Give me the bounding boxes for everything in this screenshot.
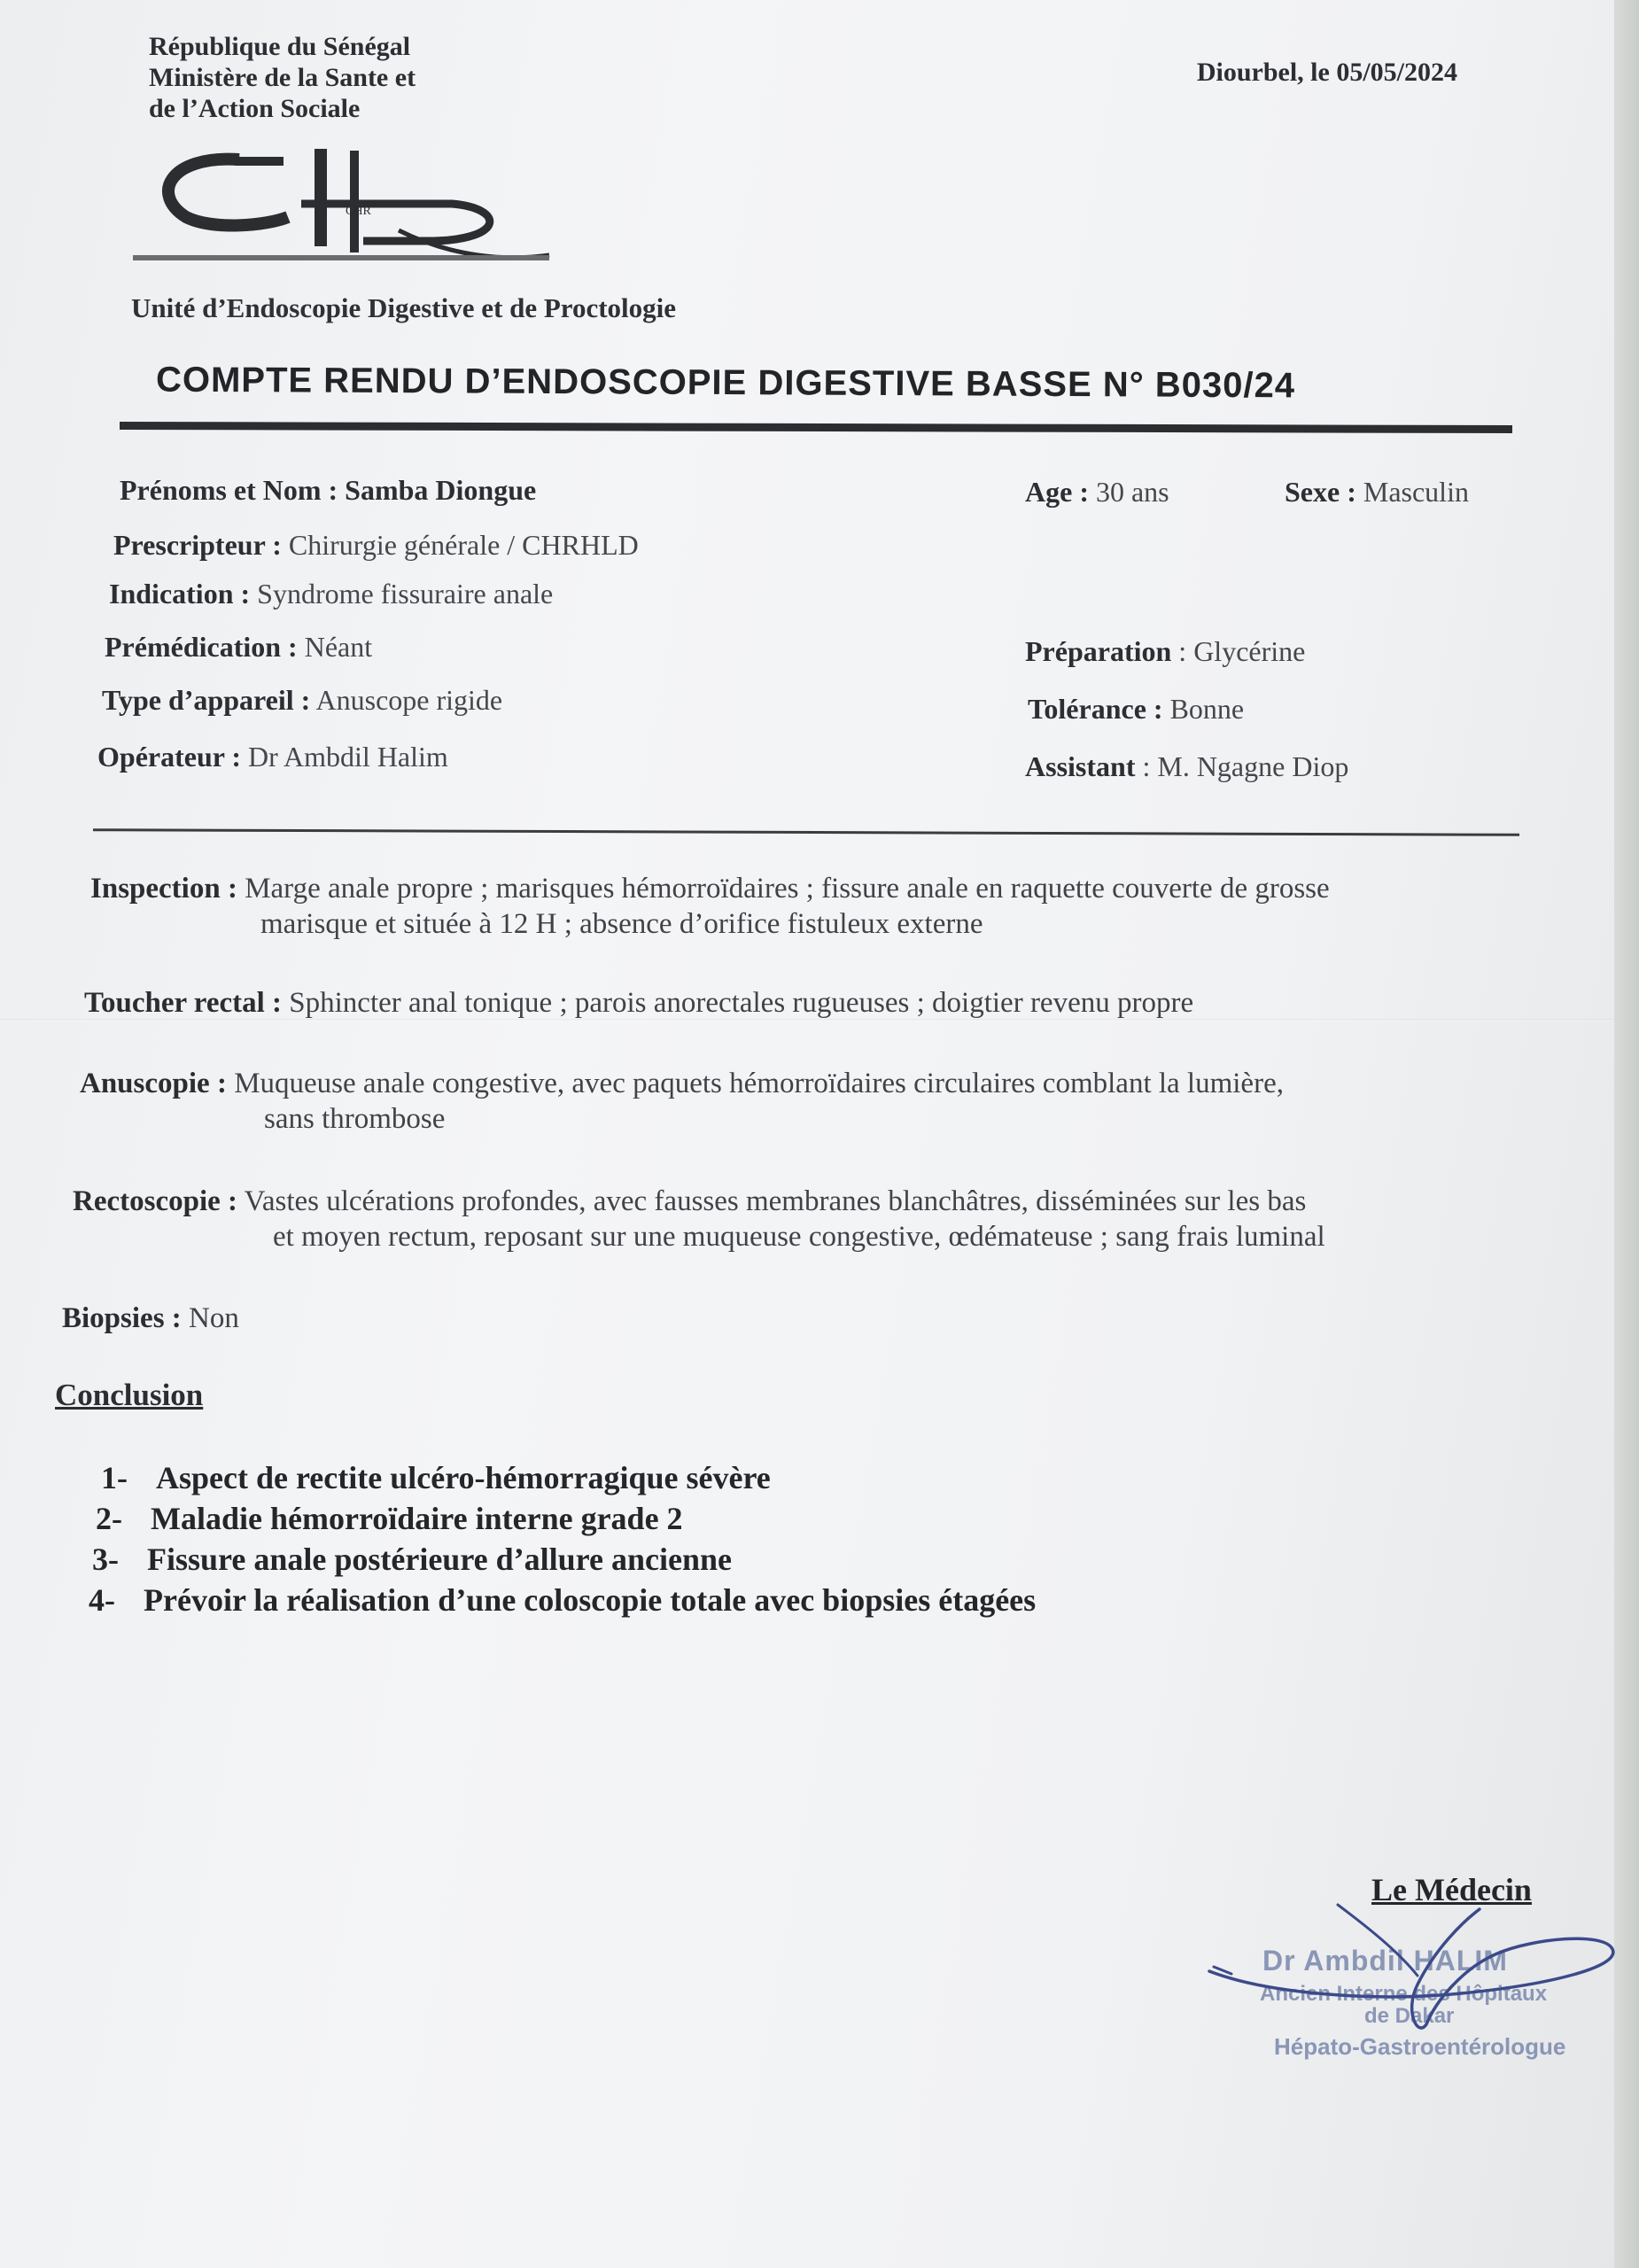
toucher-rectal-section bbox=[84, 985, 1193, 1021]
assistant-value: : M. Ngagne Diop bbox=[1142, 750, 1349, 782]
conclusion-item-text: Maladie hémorroïdaire interne grade 2 bbox=[151, 1501, 683, 1536]
section-divider bbox=[93, 828, 1519, 836]
ministry-header bbox=[149, 31, 416, 124]
inspection-text-2: marisque et située à 12 H ; absence d’orifice fistuleux externe bbox=[260, 908, 983, 940]
prescriber-value: Chirurgie générale / CHRHLD bbox=[288, 529, 639, 561]
header-line-1: République du Sénégal bbox=[149, 32, 411, 61]
age-field bbox=[1025, 476, 1169, 509]
operator-field bbox=[97, 741, 448, 773]
inspection-label: Inspection : bbox=[90, 873, 237, 905]
tolerance-field bbox=[1028, 693, 1244, 726]
operator-label: Opérateur : bbox=[97, 741, 242, 773]
stamp-title-line: Ancien Interne des Hôpitaux bbox=[1260, 1982, 1548, 2006]
header-line-2: Ministère de la Sante et bbox=[149, 63, 416, 92]
biopsies-section bbox=[62, 1301, 239, 1336]
conclusion-item-number: 1- bbox=[101, 1460, 128, 1495]
rectoscopie-section bbox=[73, 1184, 1325, 1254]
conclusion-title: Conclusion bbox=[55, 1378, 204, 1412]
anuscopie-text-1: Muqueuse anale congestive, avec paquets hémorroïdaires circulaires comblant la lumière, bbox=[234, 1068, 1284, 1099]
patient-name-value: Samba Diongue bbox=[345, 474, 537, 506]
inspection-text-1: Marge anale propre ; marisques hémorroïdaires ; fissure anale en raquette couverte de grosse bbox=[245, 873, 1330, 905]
tolerance-value: Bonne bbox=[1169, 693, 1245, 725]
assistant-field bbox=[1025, 750, 1348, 783]
anuscopie-section bbox=[80, 1066, 1284, 1137]
conclusion-item bbox=[92, 1539, 1036, 1580]
stamp-specialty-line: Hépato-Gastroentérologue bbox=[1274, 2033, 1566, 2060]
age-value: 30 ans bbox=[1095, 476, 1169, 508]
stamp-doctor-name: Dr Ambdil HALIM bbox=[1262, 1945, 1508, 1977]
sex-label: Sexe : bbox=[1285, 476, 1356, 508]
rectoscopie-text-1: Vastes ulcérations profondes, avec fausses membranes blanchâtres, disséminées sur les bas bbox=[244, 1185, 1307, 1217]
title-divider bbox=[120, 422, 1512, 433]
conclusion-item bbox=[89, 1580, 1036, 1620]
age-label: Age : bbox=[1025, 476, 1089, 508]
anuscopie-label: Anuscopie : bbox=[80, 1068, 227, 1099]
toucher-rectal-label: Toucher rectal : bbox=[84, 987, 283, 1019]
device-type-value: Anuscope rigide bbox=[315, 684, 503, 716]
prescriber-label: Prescripteur : bbox=[113, 529, 282, 561]
sex-value: Masculin bbox=[1363, 476, 1469, 508]
indication-label: Indication : bbox=[109, 578, 251, 610]
conclusion-item-number: 4- bbox=[89, 1582, 115, 1618]
conclusion-item bbox=[96, 1498, 1036, 1539]
conclusion-list bbox=[89, 1457, 1036, 1620]
unit-name: Unité d’Endoscopie Digestive et de Proctologie bbox=[131, 292, 677, 323]
sex-field bbox=[1285, 476, 1469, 509]
indication-field bbox=[109, 578, 553, 610]
logo-text: CHR bbox=[346, 205, 371, 218]
preparation-field bbox=[1025, 635, 1305, 668]
patient-name-field bbox=[120, 474, 536, 507]
header-line-3: de l’Action Sociale bbox=[149, 94, 361, 123]
toucher-rectal-text: Sphincter anal tonique ; parois anorectales rugueuses ; doigtier revenu propre bbox=[289, 987, 1194, 1019]
conclusion-item-text: Aspect de rectite ulcéro-hémorragique sévère bbox=[156, 1460, 771, 1495]
premedication-field bbox=[105, 631, 372, 664]
rectoscopie-label: Rectoscopie : bbox=[73, 1185, 238, 1217]
inspection-section bbox=[90, 871, 1330, 942]
report-title: COMPTE RENDU D’ENDOSCOPIE DIGESTIVE BASSE N° B030/24 bbox=[155, 360, 1296, 406]
handwritten-signature bbox=[1196, 1869, 1639, 2047]
conclusion-item-number: 3- bbox=[92, 1542, 119, 1577]
operator-value: Dr Ambdil Halim bbox=[248, 741, 448, 773]
signature-label: Le Médecin bbox=[1371, 1872, 1532, 1907]
place-date: Diourbel, le 05/05/2024 bbox=[1196, 58, 1457, 87]
premedication-value: Néant bbox=[304, 631, 373, 663]
biopsies-label: Biopsies : bbox=[62, 1302, 182, 1334]
premedication-label: Prémédication : bbox=[105, 631, 298, 663]
conclusion-item-number: 2- bbox=[96, 1501, 122, 1536]
chr-logo bbox=[133, 142, 567, 270]
indication-value: Syndrome fissuraire anale bbox=[257, 578, 554, 610]
conclusion-item bbox=[101, 1457, 1036, 1498]
preparation-value: : Glycérine bbox=[1178, 635, 1306, 667]
anuscopie-text-2: sans thrombose bbox=[264, 1103, 446, 1135]
device-type-field bbox=[102, 684, 502, 717]
biopsies-value: Non bbox=[189, 1302, 239, 1334]
patient-name-label: Prénoms et Nom : bbox=[120, 474, 338, 506]
rectoscopie-text-2: et moyen rectum, reposant sur une muqueuse congestive, œdémateuse ; sang frais luminal bbox=[273, 1221, 1325, 1253]
conclusion-item-text: Prévoir la réalisation d’une coloscopie totale avec biopsies étagées bbox=[144, 1582, 1037, 1618]
device-type-label: Type d’appareil : bbox=[102, 684, 311, 716]
assistant-label: Assistant bbox=[1025, 750, 1136, 782]
prescriber-field bbox=[113, 529, 639, 562]
preparation-label: Préparation bbox=[1025, 635, 1172, 667]
stamp-city-line: de Dakar bbox=[1364, 2004, 1455, 2028]
conclusion-item-text: Fissure anale postérieure d’allure ancienne bbox=[147, 1542, 732, 1577]
tolerance-label: Tolérance : bbox=[1028, 693, 1163, 725]
